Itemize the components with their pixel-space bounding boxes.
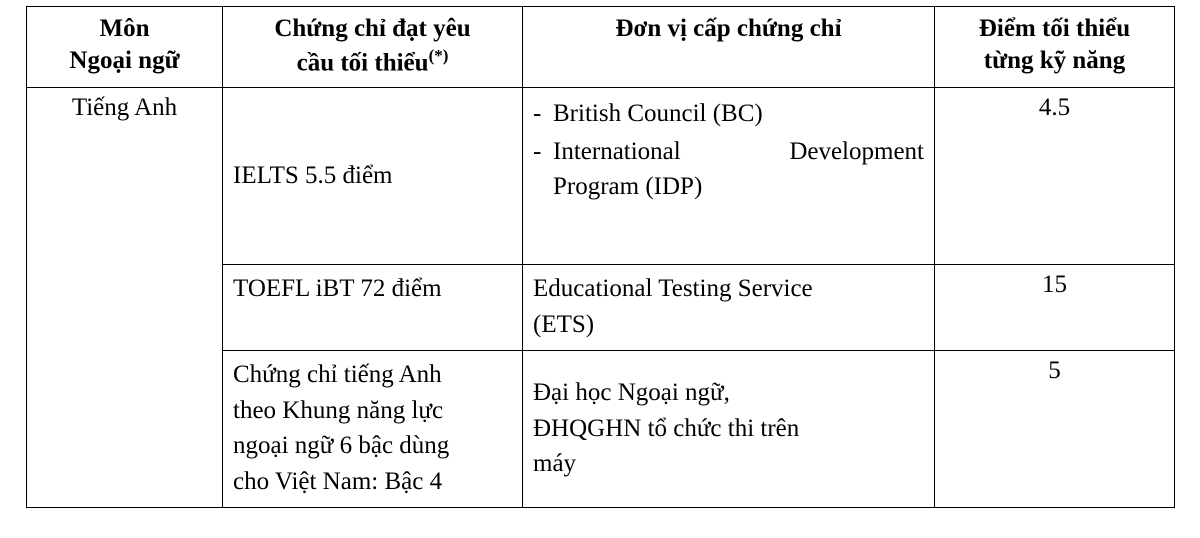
column-header-organization-line1: Đơn vị cấp chứng chỉ (615, 15, 842, 42)
organization-name-continued: Program (IDP) (553, 173, 703, 201)
score-cell-ielts: 4.5 (935, 88, 1175, 265)
list-item (533, 134, 924, 205)
organization-name-line3: máy (533, 450, 577, 478)
column-header-certificate (223, 7, 523, 88)
table-header (27, 7, 1175, 88)
score-cell-toefl: 15 (935, 265, 1175, 351)
certificate-line3: ngoại ngữ 6 bậc dùng (233, 432, 450, 460)
certificate-line2: theo Khung năng lực (233, 396, 444, 424)
table-header-row (27, 7, 1175, 88)
column-header-organization (523, 7, 935, 88)
organization-list (533, 96, 924, 205)
column-header-certificate-line2-text: cầu tối thiểu (296, 49, 429, 77)
certificate-cell-ielts: IELTS 5.5 điểm (223, 88, 523, 265)
organization-name-line1: Đại học Ngoại ngữ, (533, 379, 730, 407)
certificate-cell-toefl: TOEFL iBT 72 điểm (223, 265, 523, 351)
organization-name-line1: Educational Testing Service (533, 275, 813, 303)
column-header-certificate-line2 (233, 45, 512, 79)
column-header-subject-line2: Ngoại ngữ (69, 47, 180, 74)
dash-marker: - (533, 137, 542, 165)
dash-marker: - (533, 100, 542, 128)
certificate-requirements-table (26, 6, 1175, 508)
footnote-marker: (*) (428, 46, 449, 65)
organization-name: British Council (BC) (553, 100, 763, 128)
column-header-certificate-line1: Chứng chỉ đạt yêu (274, 15, 471, 42)
organization-cell-vstep (523, 351, 935, 508)
score-cell-vstep: 5 (935, 351, 1175, 508)
column-header-score (935, 7, 1175, 88)
column-header-score-line1: Điểm tối thiểu (978, 15, 1131, 42)
certificate-line4: cho Việt Nam: Bậc 4 (233, 467, 443, 495)
list-item (533, 96, 924, 132)
column-header-subject (27, 7, 223, 88)
column-header-subject-line1: Môn (99, 15, 150, 42)
organization-name-line2: ĐHQGHN tổ chức thi trên (533, 414, 800, 442)
subject-cell: Tiếng Anh (27, 88, 223, 508)
table-row (27, 88, 1175, 265)
table-body (27, 88, 1175, 508)
certificate-cell-vstep (223, 351, 523, 508)
organization-cell-toefl (523, 265, 935, 351)
organization-name-line2: (ETS) (533, 310, 595, 338)
column-header-score-line2: từng kỹ năng (983, 47, 1126, 74)
organization-cell-ielts (523, 88, 935, 265)
organization-name-part1: International (553, 137, 681, 165)
certificate-line1: Chứng chỉ tiếng Anh (233, 361, 442, 389)
organization-name-part2: Development (789, 137, 924, 165)
